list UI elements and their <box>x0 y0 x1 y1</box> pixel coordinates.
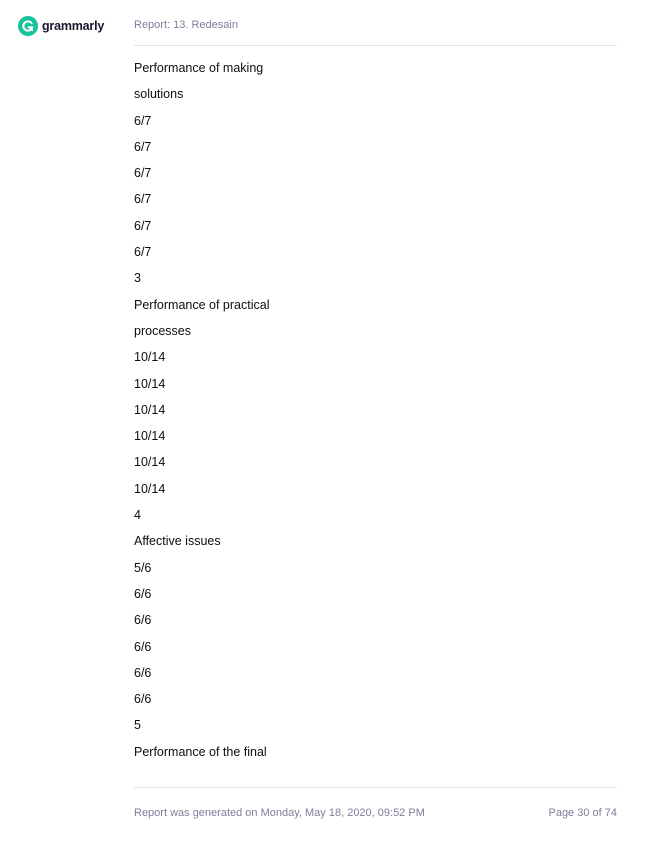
text-line: Performance of the final <box>134 744 267 759</box>
text-line: 10/14 <box>134 429 166 444</box>
brand-name: grammarly <box>42 19 105 33</box>
report-title: Report: 13. Redesain <box>134 19 238 31</box>
text-line: 10/14 <box>134 455 166 470</box>
text-line: 6/7 <box>134 139 152 154</box>
text-line: 6/7 <box>134 166 152 181</box>
text-line: 6/6 <box>134 692 152 707</box>
text-line: 10/14 <box>134 402 166 417</box>
text-line: 6/6 <box>134 665 152 680</box>
text-line: 4 <box>134 508 141 523</box>
report-body <box>134 59 269 769</box>
text-line: 6/6 <box>134 639 152 654</box>
text-line: Performance of making <box>134 61 264 75</box>
grammarly-g-icon <box>18 16 38 36</box>
text-line: 5 <box>134 718 141 733</box>
footer-divider <box>134 787 617 788</box>
text-line: processes <box>134 323 191 338</box>
text-line: 5/6 <box>134 560 152 575</box>
text-line: 10/14 <box>134 350 166 365</box>
text-line: Performance of practical <box>134 297 270 312</box>
text-line: 6/7 <box>134 245 152 260</box>
header-divider <box>134 45 617 46</box>
text-line: Affective issues <box>134 534 221 549</box>
text-line: 6/7 <box>134 218 152 233</box>
text-line: 10/14 <box>134 376 166 391</box>
text-line: 10/14 <box>134 481 166 496</box>
text-line: 3 <box>134 271 141 286</box>
text-line: 6/7 <box>134 113 152 128</box>
page-indicator: Page 30 of 74 <box>548 807 617 819</box>
brand <box>18 16 104 36</box>
text-line: 6/6 <box>134 586 152 601</box>
text-line: 6/7 <box>134 192 152 207</box>
generated-timestamp: Report was generated on Monday, May 18, 2020, 09:52 PM <box>134 807 425 819</box>
text-line: 6/6 <box>134 613 152 628</box>
text-line: solutions <box>134 87 184 102</box>
